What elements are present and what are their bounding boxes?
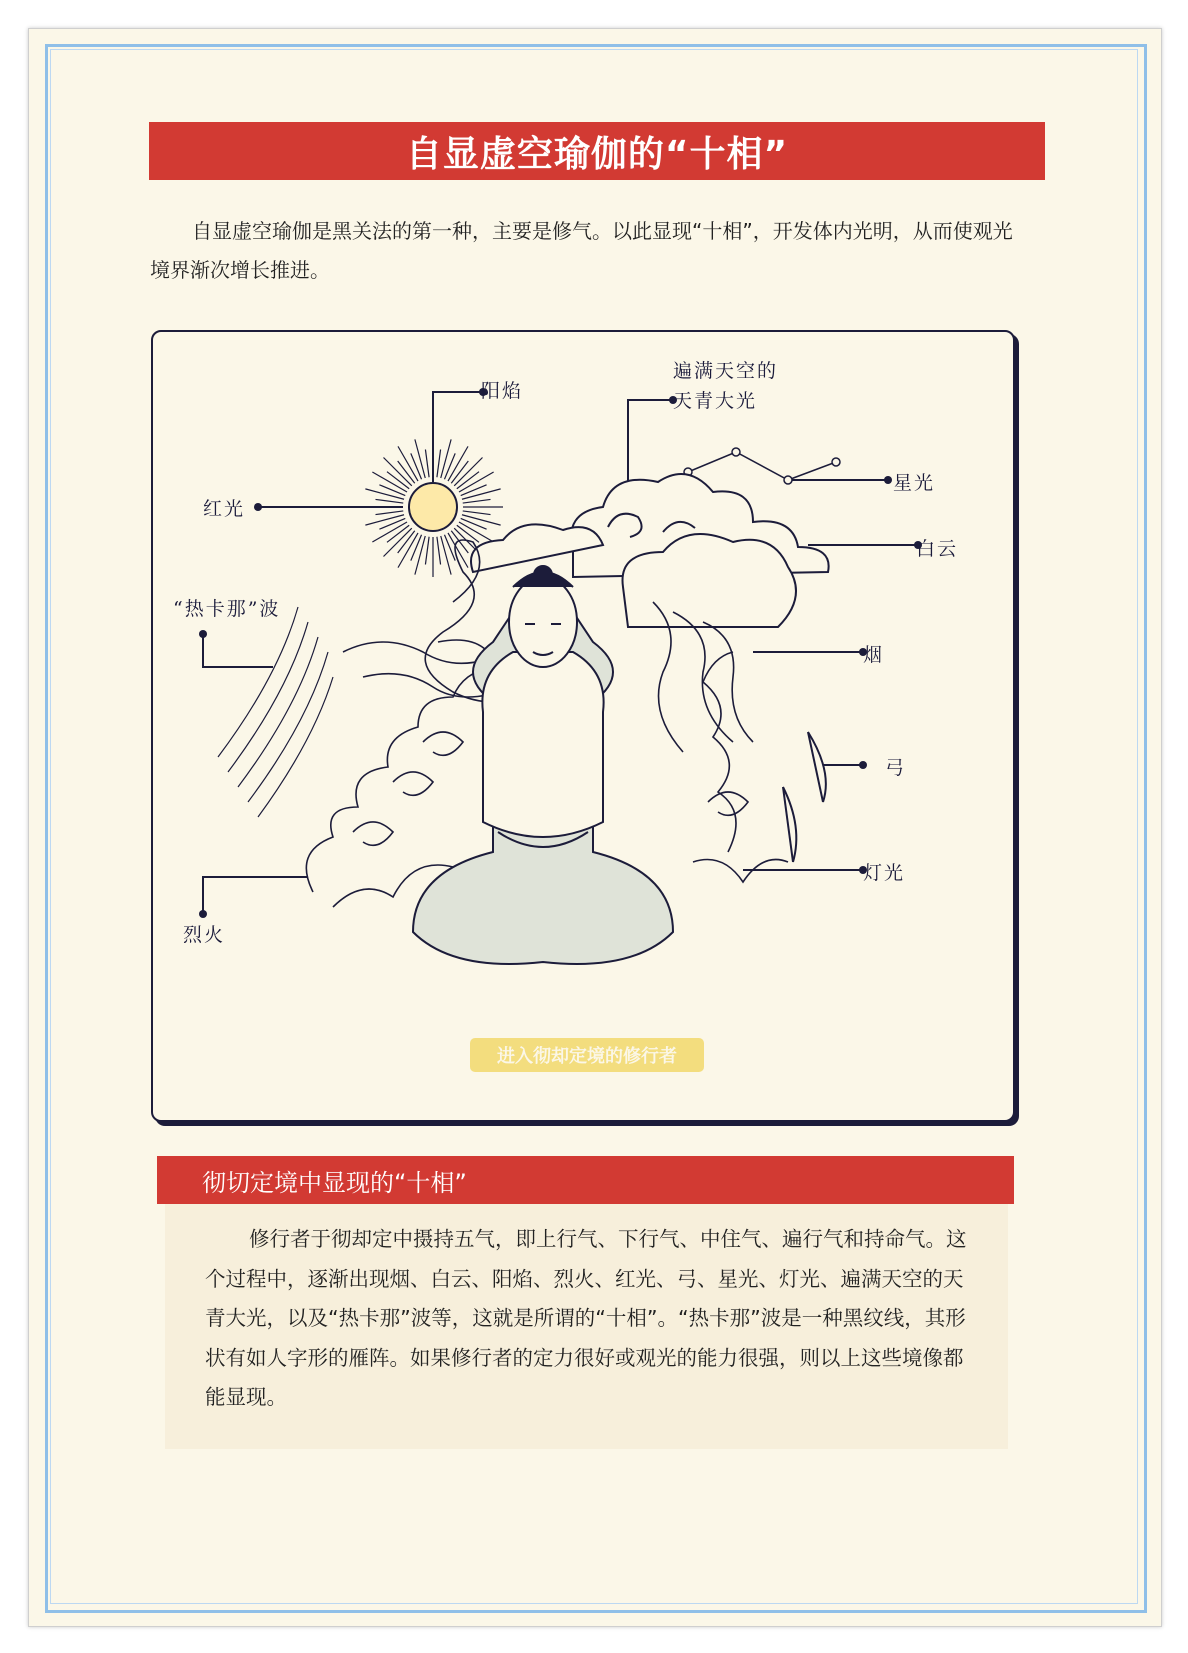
intro-paragraph: 自显虚空瑜伽是黑关法的第一种，主要是修气。以此显现“十相”，开发体内光明，从而使观光境界渐次增长推进。 bbox=[150, 219, 1013, 282]
label-xing-guang: 星光 bbox=[893, 472, 936, 494]
section-paragraph: 修行者于彻却定中摄持五气，即上行气、下行气、中住气、遍行气和持命气。这个过程中，逐渐出现烟、白云、阳焰、烈火、红光、弓、星光、灯光、遍满天空的天青大光，以及“热卡那”波等，这就是所谓的“十相”。“热卡那”波是一种黑纹线，其形状有如人字形的雁阵。如果修行者的定力很好或观光的能力很强，则以上这些境像都能显现。 bbox=[205, 1227, 967, 1409]
illustration-box bbox=[151, 330, 1015, 1122]
section-heading: 彻切定境中显现的“十相” bbox=[202, 1168, 467, 1197]
label-re-ka-na: “热卡那”波 bbox=[173, 598, 281, 620]
leader-lie-huo bbox=[203, 877, 308, 914]
section-heading-bar bbox=[157, 1156, 1014, 1204]
page-title: 自显虚空瑜伽的“十相” bbox=[405, 133, 789, 175]
re-ka-na-wave-icon bbox=[218, 607, 333, 817]
bow-icon bbox=[783, 732, 826, 862]
label-hong-guang: 红光 bbox=[203, 498, 246, 520]
label-lie-huo: 烈火 bbox=[183, 924, 226, 946]
leader-re-ka-na bbox=[203, 634, 273, 667]
leader-bian-man bbox=[628, 400, 673, 482]
section-body bbox=[165, 1204, 1008, 1449]
label-bian-man-2: 天青大光 bbox=[673, 390, 758, 412]
label-yan: 烟 bbox=[863, 644, 885, 666]
label-bian-man-1: 遍满天空的 bbox=[673, 360, 779, 382]
meditator-illustration bbox=[153, 332, 1013, 1120]
label-yang-yan: 阳焰 bbox=[481, 380, 524, 402]
figure-caption-text: 进入彻却定境的修行者 bbox=[497, 1046, 677, 1067]
label-gong: 弓 bbox=[885, 757, 907, 779]
stars-icon bbox=[684, 448, 840, 484]
leader-yang-yan bbox=[433, 392, 483, 482]
figure-caption bbox=[470, 1038, 704, 1072]
title-banner bbox=[149, 122, 1045, 180]
label-deng-guang: 灯光 bbox=[863, 862, 906, 884]
label-bai-yun: 白云 bbox=[916, 538, 959, 560]
